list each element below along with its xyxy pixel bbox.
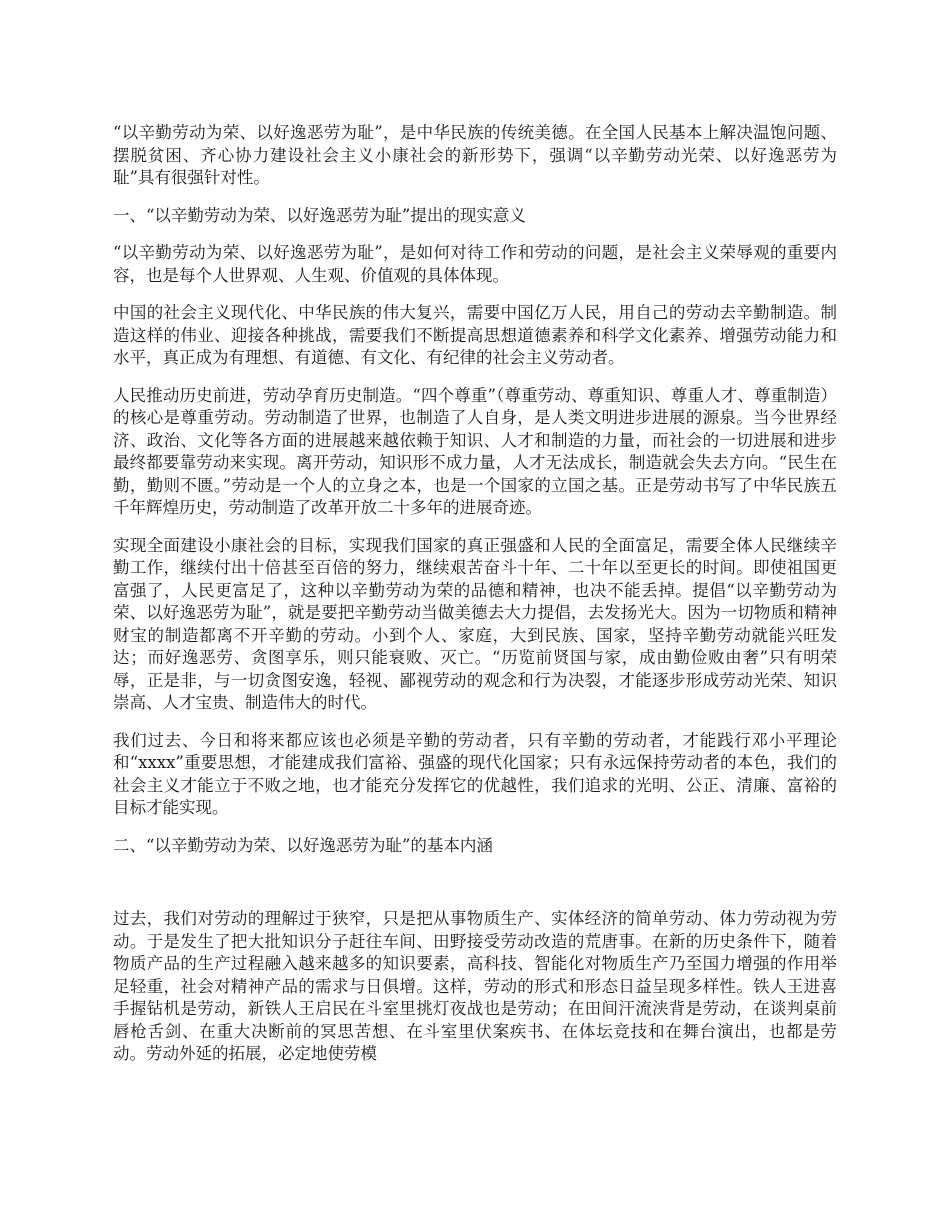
paragraph-6: 过去，我们对劳动的理解过于狭窄，只是把从事物质生产、实体经济的简单劳动、体力劳动视为劳动。于是发生了把大批知识分子赶往车间、田野接受劳动改造的荒唐事。在新的历史条件下，随着物质产品的生产过程融入越来越多的知识要素，高科技、智能化对物质生产乃至国力增强的作用举足轻重，社会对精神产品的需求与日俱增。这样，劳动的形式和形态日益呈现多样性。铁人王进喜手握钻机是劳动，新铁人王启民在斗室里挑灯夜战也是劳动；在田间汗流浃背是劳动，在谈判桌前唇枪舌剑、在重大决断前的冥思苦想、在斗室里伏案疾书、在体坛竞技和在舞台演出，也都是劳动。劳动外延的拓展，必定地使劳模 [113, 909, 837, 1063]
section-heading-1: 一、“以辛勤劳动为荣、以好逸恶劳为耻”提出的现实意义 [113, 205, 526, 225]
paragraph-5: 我们过去、今日和将来都应该也必须是辛勤的劳动者，只有辛勤的劳动者，才能践行邓小平理论和“xxxx”重要思想，才能建成我们富裕、强盛的现代化国家；只有永远保持劳动者的本色，我们的社会主义才能立于不败之地，也才能充分发挥它的优越性，我们追求的光明、公正、清廉、富裕的目标才能实现。 [113, 730, 837, 817]
paragraph-1: “以辛勤劳动为荣、以好逸恶劳为耻”，是如何对待工作和劳动的问题，是社会主义荣辱观的重要内容，也是每个人世界观、人生观、价值观的具体体现。 [113, 243, 837, 285]
blank-spacer [113, 872, 837, 908]
section-heading-2: 二、“以辛勤劳动为荣、以好逸恶劳为耻”的基本内涵 [113, 835, 493, 855]
document-body [113, 122, 837, 1081]
paragraph-2: 中国的社会主义现代化、中华民族的伟大复兴，需要中国亿万人民，用自己的劳动去辛勤制造。制造这样的伟业、迎接各种挑战，需要我们不断提高思想道德素养和科学文化素养、增强劳动能力和水平，真正成为有理想、有道德、有文化、有纪律的社会主义劳动者。 [113, 303, 837, 367]
paragraph-intro: “以辛勤劳动为荣、以好逸恶劳为耻”，是中华民族的传统美德。在全国人民基本上解决温饱问题、摆脱贫困、齐心协力建设社会主义小康社会的新形势下，强调“以辛勤劳动光荣、以好逸恶劳为耻”具有很强针对性。 [113, 123, 837, 187]
paragraph-4: 实现全面建设小康社会的目标，实现我们国家的真正强盛和人民的全面富足，需要全体人民继续辛勤工作，继续付出十倍甚至百倍的努力，继续艰苦奋斗十年、二十年以至更长的时间。即使祖国更富强了，人民更富足了，这种以辛勤劳动为荣的品德和精神，也决不能丢掉。提倡“以辛勤劳动为荣、以好逸恶劳为耻”，就是要把辛勤劳动当做美德去大力提倡，去发扬光大。因为一切物质和精神财宝的制造都离不开辛勤的劳动。小到个人、家庭，大到民族、国家，坚持辛勤劳动就能兴旺发达；而好逸恶劳、贪图享乐，则只能衰败、灭亡。“历览前贤国与家，成由勤俭败由奢”只有明荣辱，正是非，与一切贪图安逸，轻视、鄙视劳动的观念和行为决裂，才能逐步形成劳动光荣、知识崇高、人才宝贵、制造伟大的时代。 [113, 535, 837, 712]
paragraph-3: 人民推动历史前进，劳动孕育历史制造。“四个尊重”（尊重劳动、尊重知识、尊重人才、尊重制造）的核心是尊重劳动。劳动制造了世界，也制造了人自身，是人类文明进步进展的源泉。当今世界经济、政治、文化等各方面的进展越来越依赖于知识、人才和制造的力量，而社会的一切进展和进步最终都要靠劳动来实现。离开劳动，知识形不成力量，人才无法成长，制造就会失去方向。“民生在勤，勤则不匮。”劳动是一个人的立身之本，也是一个国家的立国之基。正是劳动书写了中华民族五千年辉煌历史，劳动制造了改革开放二十多年的进展奇迹。 [113, 385, 837, 517]
